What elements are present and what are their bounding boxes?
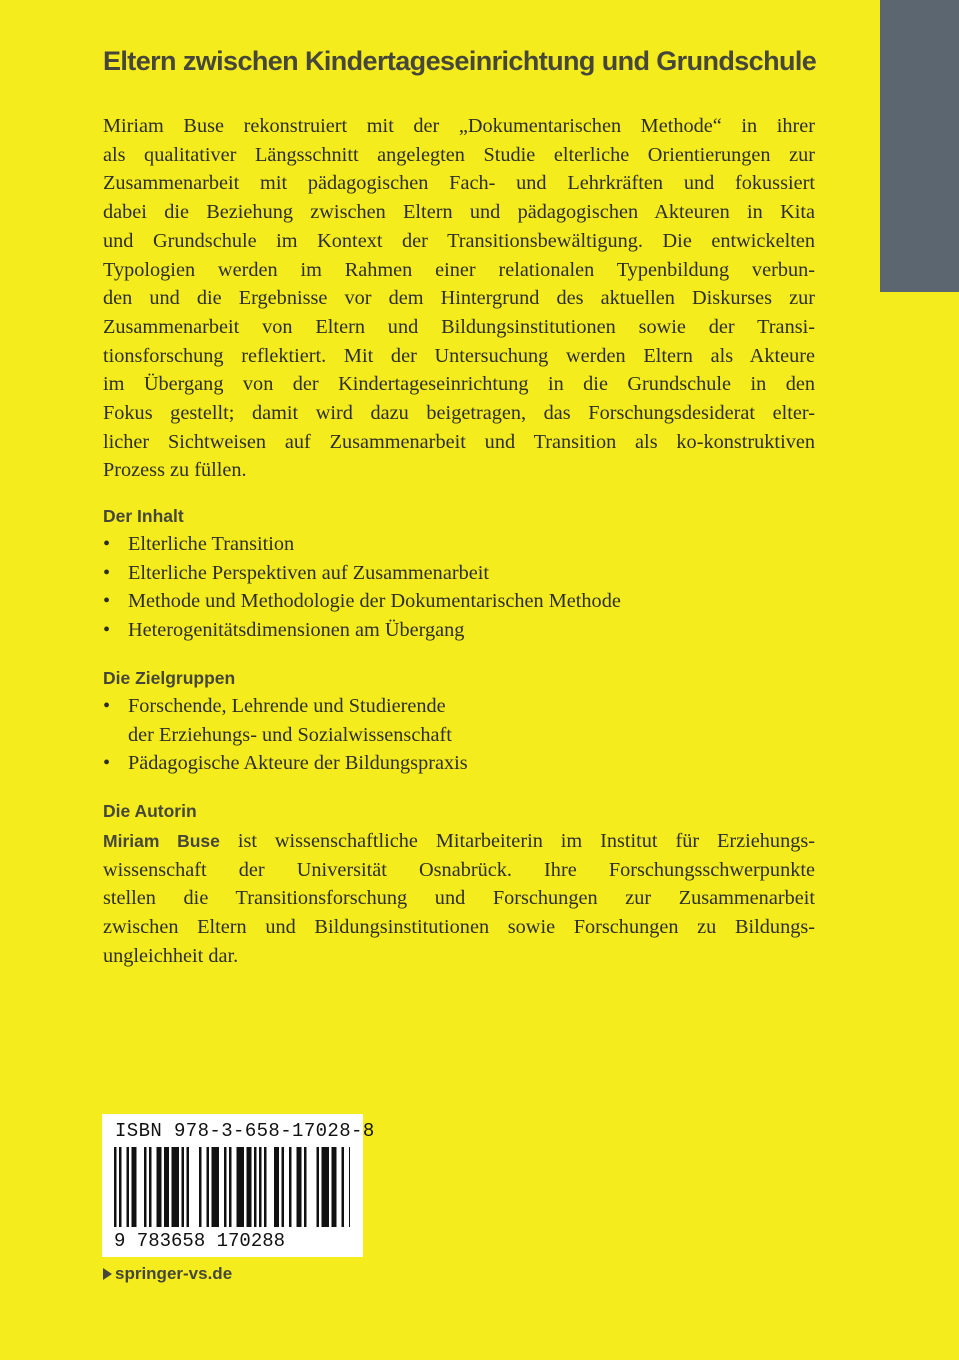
text-line: wissenschaft der Universität Osnabrück. Ihre Forschungsschwerpunkte	[103, 858, 815, 881]
list-item: • Heterogenitätsdimensionen am Übergang	[103, 616, 803, 645]
list-item: • Methode und Methodologie der Dokumentarischen Methode	[103, 587, 803, 616]
barcode-bar	[229, 1147, 232, 1227]
audience-heading: Die Zielgruppen	[103, 668, 236, 688]
barcode-bar	[224, 1147, 227, 1227]
author-name: Miriam Buse	[103, 831, 220, 851]
barcode-bars	[114, 1147, 350, 1227]
barcode-bar	[317, 1147, 320, 1227]
barcode-bar	[149, 1147, 152, 1227]
barcode-bar	[207, 1147, 210, 1227]
text-line: stellen die Transitionsforschung und Forschungen zur Zusammenarbeit	[103, 887, 815, 910]
text-line: zwischen Eltern und Bildungsinstitutionen sowie Forschungen zu Bildungs-	[103, 916, 815, 939]
barcode-bar	[259, 1147, 262, 1227]
text-line: ungleichheit dar.	[103, 944, 239, 967]
barcode-bar	[119, 1147, 122, 1227]
barcode-bar	[297, 1147, 302, 1227]
barcode-bar	[212, 1147, 220, 1227]
book-title: Eltern zwischen Kindertageseinrichtung und Grundschule	[103, 46, 817, 76]
barcode-bar	[172, 1147, 180, 1227]
list-item: • Elterliche Transition	[103, 530, 803, 559]
audience-list	[103, 692, 803, 778]
barcode-digits: 9 783658 170288	[114, 1230, 286, 1252]
barcode-bar	[282, 1147, 285, 1227]
arrow-right-icon	[103, 1268, 112, 1280]
barcode-bar	[237, 1147, 245, 1227]
text-line: Zusammenarbeit von Eltern und Bildungsinstitutionen sowie der Transi-	[103, 315, 815, 338]
cover-side-bar	[880, 0, 959, 292]
isbn-label: ISBN 978-3-658-17028-8	[115, 1120, 375, 1142]
list-item: • Elterliche Perspektiven auf Zusammenarbeit	[103, 559, 803, 588]
barcode-bar	[254, 1147, 257, 1227]
text-line: und Grundschule im Kontext der Transitionsbewältigung. Die entwickelten	[103, 229, 815, 252]
text-line: dabei die Beziehung zwischen Eltern und pädagogischen Akteuren in Kita	[103, 201, 815, 224]
barcode-bar	[349, 1147, 350, 1227]
list-item: • Pädagogische Akteure der Bildungspraxis	[103, 749, 803, 778]
contents-heading: Der Inhalt	[103, 506, 184, 526]
text-line: tionsforschung reflektiert. Mit der Untersuchung werden Eltern als Akteure	[103, 344, 815, 367]
text-line: Typologien werden im Rahmen einer relationalen Typenbildung verbun-	[103, 258, 815, 281]
text-line: Zusammenarbeit mit pädagogischen Fach- und Lehrkräften und fokussiert	[103, 172, 815, 195]
barcode-bar	[187, 1147, 190, 1227]
author-bio	[103, 827, 815, 971]
barcode-bar	[342, 1147, 345, 1227]
text-line: Prozess zu füllen.	[103, 459, 247, 482]
barcode-bar	[322, 1147, 330, 1227]
barcode-bar	[264, 1147, 267, 1227]
barcode-bar	[247, 1147, 252, 1227]
text-line: den und die Ergebnisse vor dem Hintergrund des aktuellen Diskurses zur	[103, 287, 815, 310]
barcode-bar	[182, 1147, 185, 1227]
barcode-bar	[304, 1147, 307, 1227]
barcode-bar	[199, 1147, 202, 1227]
barcode-bar	[114, 1147, 117, 1227]
barcode-bar	[164, 1147, 169, 1227]
text-line: Miriam Buse ist wissenschaftliche Mitarbeiterin im Institut für Erziehungs-	[103, 830, 815, 852]
barcode-bar	[132, 1147, 137, 1227]
text-line: im Übergang von der Kindertageseinrichtung in die Grundschule in den	[103, 373, 815, 396]
publisher-link[interactable]	[103, 1264, 232, 1284]
barcode-bar	[274, 1147, 279, 1227]
text-line: licher Sichtweisen auf Zusammenarbeit und Transition als ko-konstruktiven	[103, 430, 815, 453]
isbn-barcode	[102, 1114, 375, 1257]
barcode-bar	[332, 1147, 337, 1227]
barcode-bar	[127, 1147, 130, 1227]
list-item: • Forschende, Lehrende und Studierende der Erziehungs- und Sozialwissenschaft	[103, 692, 803, 749]
barcode-bar	[144, 1147, 147, 1227]
author-heading: Die Autorin	[103, 801, 197, 821]
text-line: Miriam Buse rekonstruiert mit der „Dokumentarischen Methode“ in ihrer	[103, 115, 815, 137]
publisher-url: springer-vs.de	[115, 1264, 233, 1283]
barcode-bar	[289, 1147, 292, 1227]
contents-list	[103, 530, 803, 644]
blurb-text	[103, 112, 815, 485]
text-line: als qualitativer Längsschnitt angelegten Studie elterliche Orientierungen zur	[103, 143, 815, 166]
text-line: Fokus gestellt; damit wird dazu beigetragen, das Forschungsdesiderat elter-	[103, 402, 815, 425]
barcode-bar	[157, 1147, 162, 1227]
